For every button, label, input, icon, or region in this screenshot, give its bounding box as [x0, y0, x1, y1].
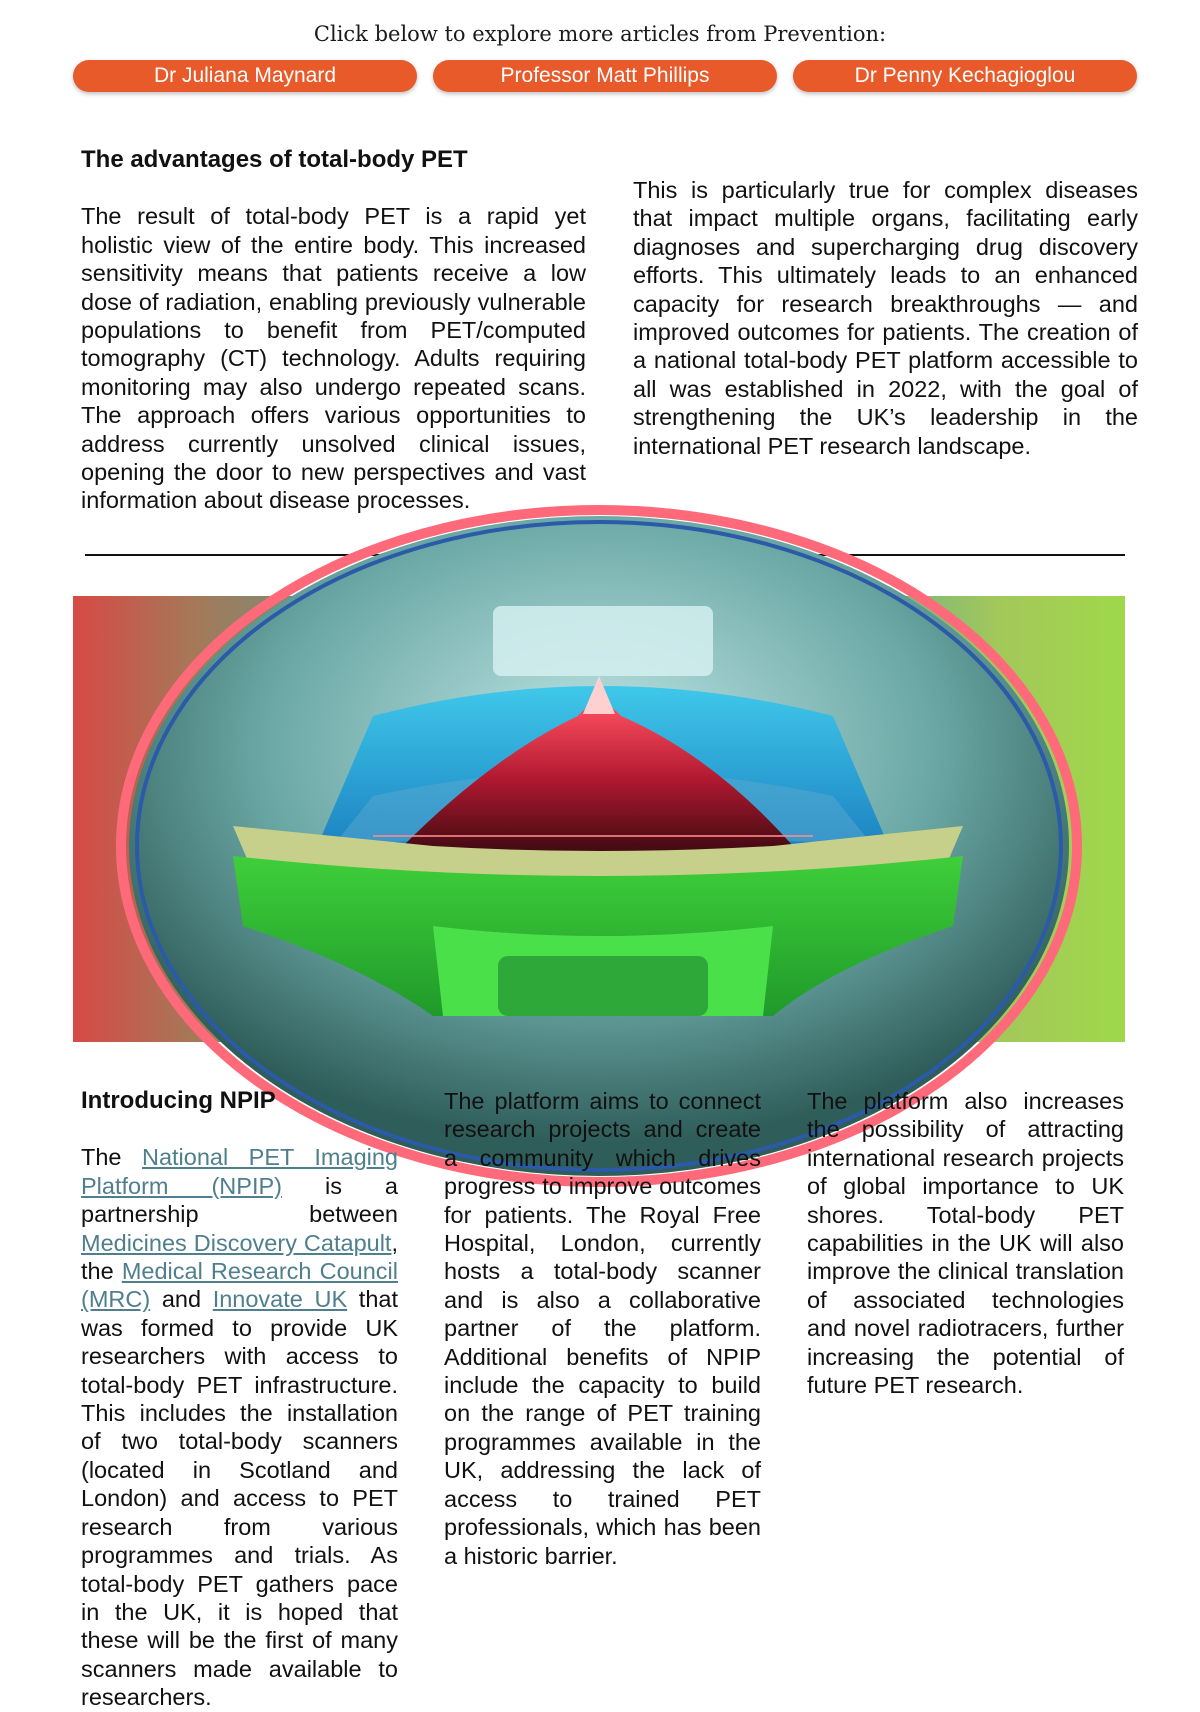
section1-left-paragraph: The result of total-body PET is a rapid yet holistic view of the entire body. This increased sensitivity means that patients receive a low dose of radiation, enabling previously vulnerable populations to benefit from PET/computed tomography (CT) technology. Adults requiring monitoring may also undergo repeated scans. The approach offers various opportunities to address currently unsolved clinical issues, opening the door to new perspectives and vast information about disease processes. [81, 203, 586, 514]
npip-paragraph-3: The platform also increases the possibility of attracting international research projects of global importance to UK shores. Total-body PET capabilities in the UK will also improve the clinical translation of associated technologies and novel radiotracers, further increasing the potential of future PET research. [807, 1088, 1124, 1399]
link-medicines-discovery-catapult[interactable]: Medicines Discovery Catapult [81, 1229, 392, 1256]
link-professor-matt-phillips[interactable]: Professor Matt Phillips [433, 60, 777, 92]
text-run: and [150, 1286, 213, 1313]
npip-paragraph-2: The platform aims to connect research projects and create a community which drives progress to improve outcomes for patients. The Royal Free Hospital, London, currently hosts a total-body scanner and is also a collaborative partner of the platform. Additional benefits of NPIP include the capacity to build on the range of PET training programmes available in the UK, addressing the lack of access to trained PET professionals, which has been a historic barrier. [444, 1088, 761, 1569]
link-innovate-uk[interactable]: Innovate UK [212, 1286, 348, 1313]
section1-heading: The advantages of total-body PET [81, 146, 468, 173]
text-run: , the [81, 1229, 398, 1285]
text-run: The [81, 1144, 142, 1171]
npip-column-1 [81, 1087, 399, 1711]
npip-column-2 [444, 1087, 761, 1598]
link-dr-juliana-maynard[interactable]: Dr Juliana Maynard [73, 60, 417, 92]
intro-text: Click below to explore more articles from Prevention: [313, 22, 887, 46]
section1-right-column [633, 176, 1138, 488]
text-run: is a partnership between [81, 1172, 398, 1228]
text-run: that was formed to provide UK researchers with access to total-body PET infrastructure. This includes the installation of two total-body scanners (located in Scotland and London) and access to PET research from various programmes and trials. As total-body PET gathers pace in the UK, it is hoped that these will be the first of many scanners made available to researchers. [81, 1286, 398, 1711]
npip-paragraph-1 [81, 1143, 398, 1711]
link-medical-research-council[interactable]: Medical Research Council (MRC) [81, 1258, 399, 1313]
section1-left-column [81, 146, 586, 543]
link-dr-penny-kechagioglou[interactable]: Dr Penny Kechagioglou [793, 60, 1137, 92]
npip-heading: Introducing NPIP [81, 1087, 276, 1114]
pet-scanner-photo [73, 596, 1125, 1042]
section1-right-paragraph: This is particularly true for complex diseases that impact multiple organs, facilitating early diagnoses and supercharging drug discovery efforts. This ultimately leads to an enhanced capacity for research breakthroughs — and improved outcomes for patients. The creation of a national total-body PET platform accessible to all was established in 2022, with the goal of strengthening the UK’s leadership in the international PET research landscape. [633, 177, 1138, 459]
npip-column-3 [807, 1087, 1124, 1427]
link-national-pet-imaging-platform[interactable]: National PET Imaging Platform (NPIP) [81, 1144, 398, 1199]
